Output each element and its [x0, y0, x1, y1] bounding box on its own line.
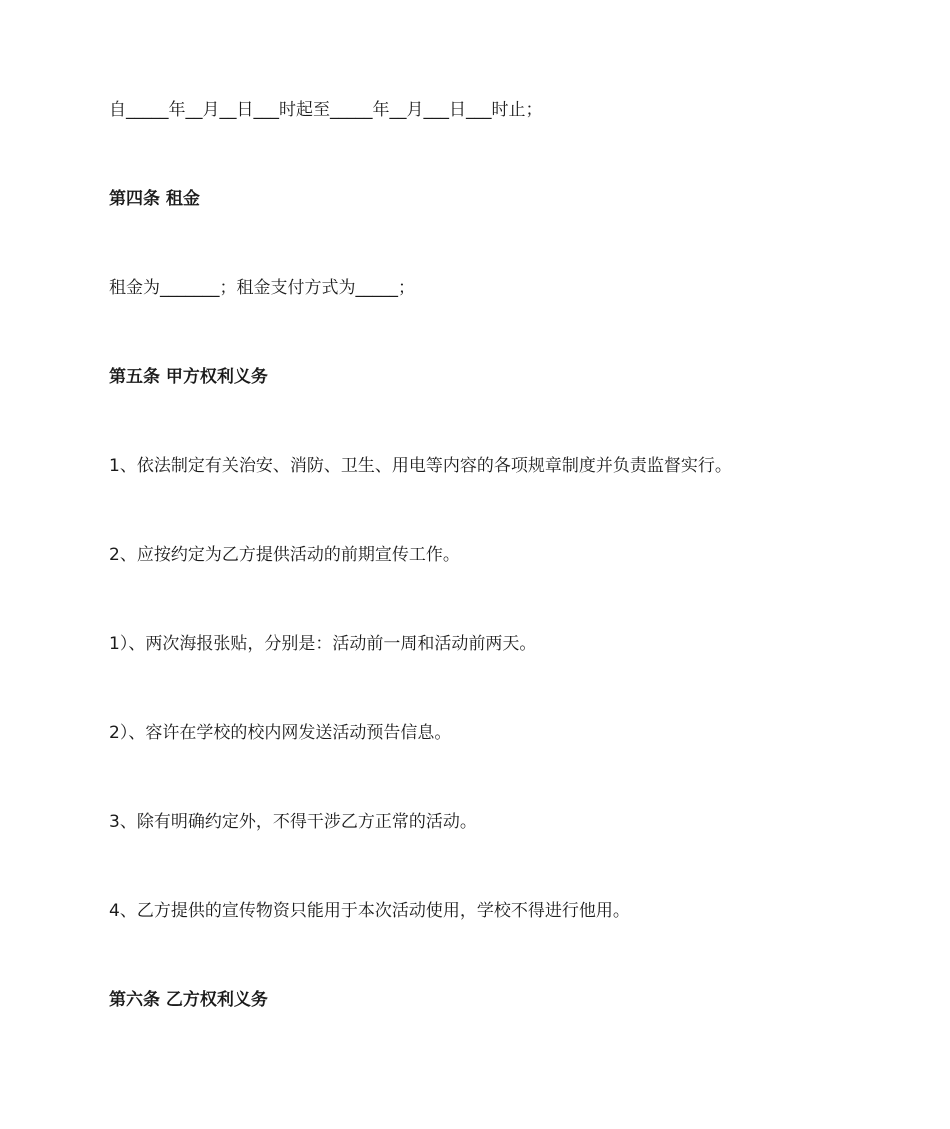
article-5-heading: 第五条 甲方权利义务: [109, 367, 268, 387]
party-a-subclause-2-1: 1）、两次海报张贴，分别是：活动前一周和活动前两天。: [109, 634, 537, 654]
party-a-clause-3: 3、除有明确约定外，不得干涉乙方正常的活动。: [109, 812, 477, 832]
article-4-heading: 第四条 租金: [109, 189, 200, 209]
article-6-heading: 第六条 乙方权利义务: [109, 990, 268, 1010]
party-a-clause-1: 1、依法制定有关治安、消防、卫生、用电等内容的各项规章制度并负责监督实行。: [109, 456, 732, 476]
party-a-clause-2: 2、应按约定为乙方提供活动的前期宣传工作。: [109, 545, 460, 565]
party-a-clause-4: 4、乙方提供的宣传物资只能用于本次活动使用，学校不得进行他用。: [109, 901, 630, 921]
rent-terms-line: 租金为_______；租金支付方式为_____；: [109, 278, 415, 298]
party-a-subclause-2-2: 2）、容许在学校的校内网发送活动预告信息。: [109, 723, 452, 743]
rental-period-line: 自_____年__月__日___时起至_____年__月___日___时止；: [109, 100, 543, 120]
